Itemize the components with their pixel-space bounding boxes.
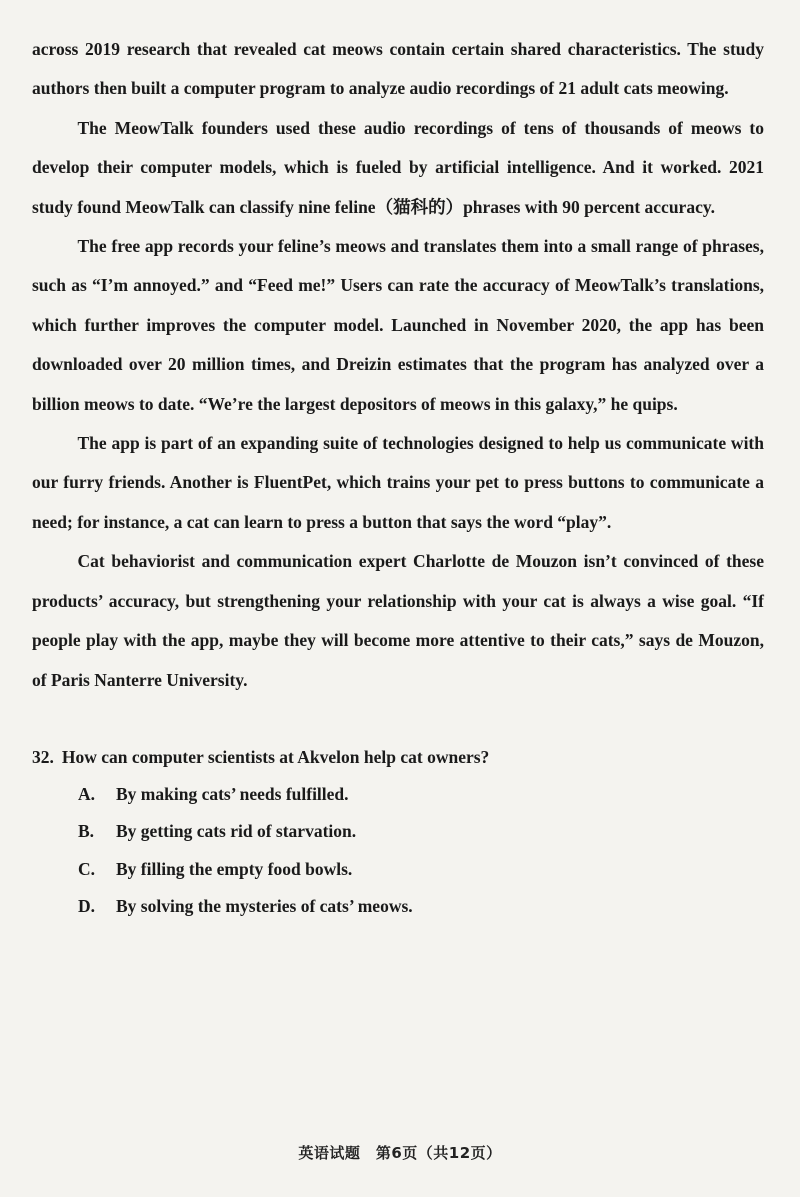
answer-options: [32, 776, 764, 926]
option-letter: D.: [78, 896, 96, 917]
option-a[interactable]: [32, 776, 764, 814]
passage-paragraph-2: The MeowTalk founders used these audio recordings of tens of thousands of meows to develop their computer models, which is fueled by artificial intelligence. And it worked. 2021 study found MeowTalk can classify nine feline（猫科的）phrases with 90 percent accuracy.: [32, 117, 764, 217]
passage-paragraph-1: across 2019 research that revealed cat meows contain certain shared characteristics. The study authors then built a computer program to analyze audio recordings of 21 adult cats meowing.: [32, 39, 764, 99]
option-text: By filling the empty food bowls.: [116, 858, 353, 879]
option-b[interactable]: [32, 813, 764, 851]
page-footer: 英语试题 第6页（共12页）: [298, 1144, 502, 1162]
option-text: By getting cats rid of starvation.: [116, 821, 357, 842]
reading-passage: [32, 30, 764, 700]
question-number: 32.: [32, 746, 54, 767]
passage-paragraph-3: The free app records your feline’s meows and translates them into a small range of phrases, such as “I’m annoyed.” and “Feed me!” Users can rate the accuracy of MeowTalk’s translations, which further improves the computer model. Launched in November 2020, the app has been downloaded over 20 million times, and Dreizin estimates that the program has analyzed over a billion meows to date. “We’re the largest depositors of meows in this galaxy,” he quips.: [32, 236, 764, 414]
option-text: By making cats’ needs fulfilled.: [116, 783, 349, 804]
question-text: How can computer scientists at Akvelon help cat owners?: [61, 746, 490, 767]
question-32: [32, 738, 764, 926]
passage-paragraph-4: The app is part of an expanding suite of technologies designed to help us communicate with our furry friends. Another is FluentPet, which trains your pet to press buttons to communicate a need; for instance, a cat can learn to press a button that says the word “play”.: [32, 433, 764, 532]
option-text: By solving the mysteries of cats’ meows.: [116, 896, 413, 917]
question-stem: [32, 738, 764, 776]
option-letter: B.: [78, 821, 95, 842]
passage-paragraph-5: Cat behaviorist and communication expert Charlotte de Mouzon isn’t convinced of these products’ accuracy, but strengthening your relationship with your cat is always a wise goal. “If people play with the app, maybe they will become more attentive to their cats,” says de Mouzon, of Paris Nanterre University.: [32, 551, 764, 690]
option-c[interactable]: [32, 851, 764, 889]
option-letter: A.: [78, 783, 96, 804]
option-letter: C.: [78, 858, 96, 879]
option-d[interactable]: [32, 888, 764, 926]
